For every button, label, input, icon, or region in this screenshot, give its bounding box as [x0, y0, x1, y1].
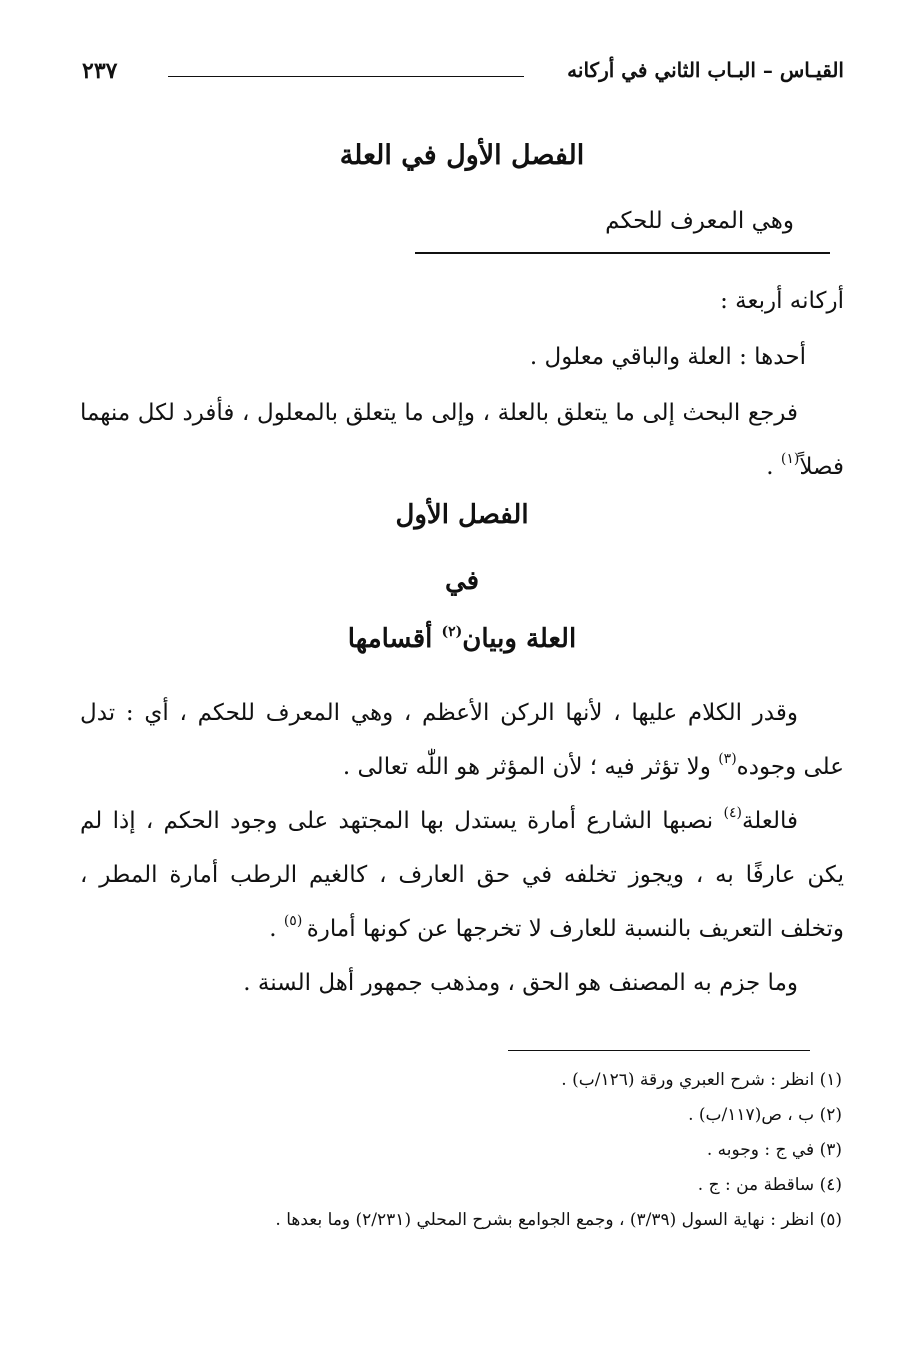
- intro-line-1: أركانه أربعة :: [720, 288, 844, 314]
- footnote-ref-1: (١): [780, 450, 800, 467]
- footnote-3: (٣) في ج : وجوبه .: [706, 1140, 842, 1160]
- intro-paragraph: [80, 386, 844, 494]
- body-paragraph-2: [80, 794, 844, 956]
- intro-paragraph-text: فرجع البحث إلى ما يتعلق بالعلة ، وإلى ما يتعلق بالمعلول ، فأفرد لكل منهما فصلاً: [80, 400, 844, 480]
- chapter-heading-part-2: أقسامها: [347, 624, 442, 654]
- intro-paragraph-end: .: [766, 454, 781, 480]
- definition-rule: [415, 252, 830, 254]
- footnote-1: (١) انظر : شرح العبري ورقة (١٢٦/ب) .: [561, 1070, 842, 1090]
- footnote-ref-3: (٣): [718, 750, 737, 767]
- body-paragraph-1-end: ولا تؤثر فيه ؛ لأن المؤثر هو اللّٰه تعالى .: [342, 754, 719, 780]
- footnote-ref-5: (٥): [283, 912, 307, 929]
- intro-line-2: أحدها : العلة والباقي معلول .: [529, 344, 806, 370]
- chapter-heading-part-1: العلة وبيان: [462, 624, 577, 654]
- body-paragraph-2-end: .: [269, 916, 284, 942]
- body-paragraph-2-text: نصبها الشارع أمارة يستدل بها المجتهد على وجود الحكم ، إذا لم يكن عارفًا به ، ويجوز تخلفه في حق العارف ، كالغيم الرطب أمارة المطر ، وتخلف التعريف بالنسبة للعارف لا تخرجها عن كونها أمارة: [80, 808, 844, 942]
- footnote-separator: [508, 1050, 810, 1051]
- body-paragraph-2-start: فالعلة: [741, 808, 798, 834]
- section-title: الفصل الأول في العلة: [339, 140, 585, 171]
- section-definition: وهي المعرف للحكم: [605, 208, 794, 234]
- footnote-4: (٤) ساقطة من : ج .: [697, 1175, 842, 1195]
- page-number: ٢٣٧: [82, 58, 118, 84]
- running-header-title: القيـاس – البـاب الثاني في أركانه: [567, 58, 844, 82]
- chapter-heading-line-1: الفصل الأول: [395, 500, 529, 530]
- body-paragraph-1-text: وقدر الكلام عليها ، لأنها الركن الأعظم ، وهي المعرف للحكم ، أي : تدل على وجوده: [80, 700, 844, 780]
- footnote-2: (٢) ب ، ص(١١٧/ب) .: [688, 1105, 842, 1125]
- header-rule: [168, 76, 524, 77]
- chapter-heading-line-2: في: [444, 566, 480, 596]
- body-paragraph-1: [80, 686, 844, 794]
- chapter-heading-line-3: [0, 624, 924, 654]
- footnote-5: (٥) انظر : نهاية السول (٣/٣٩) ، وجمع الجوامع بشرح المحلي (٢/٢٣١) وما بعدها .: [275, 1210, 842, 1230]
- footnote-ref-2: (٢): [441, 623, 463, 640]
- footnote-ref-4: (٤): [723, 804, 742, 821]
- body-paragraph-3: وما جزم به المصنف هو الحق ، ومذهب جمهور أهل السنة .: [243, 970, 798, 996]
